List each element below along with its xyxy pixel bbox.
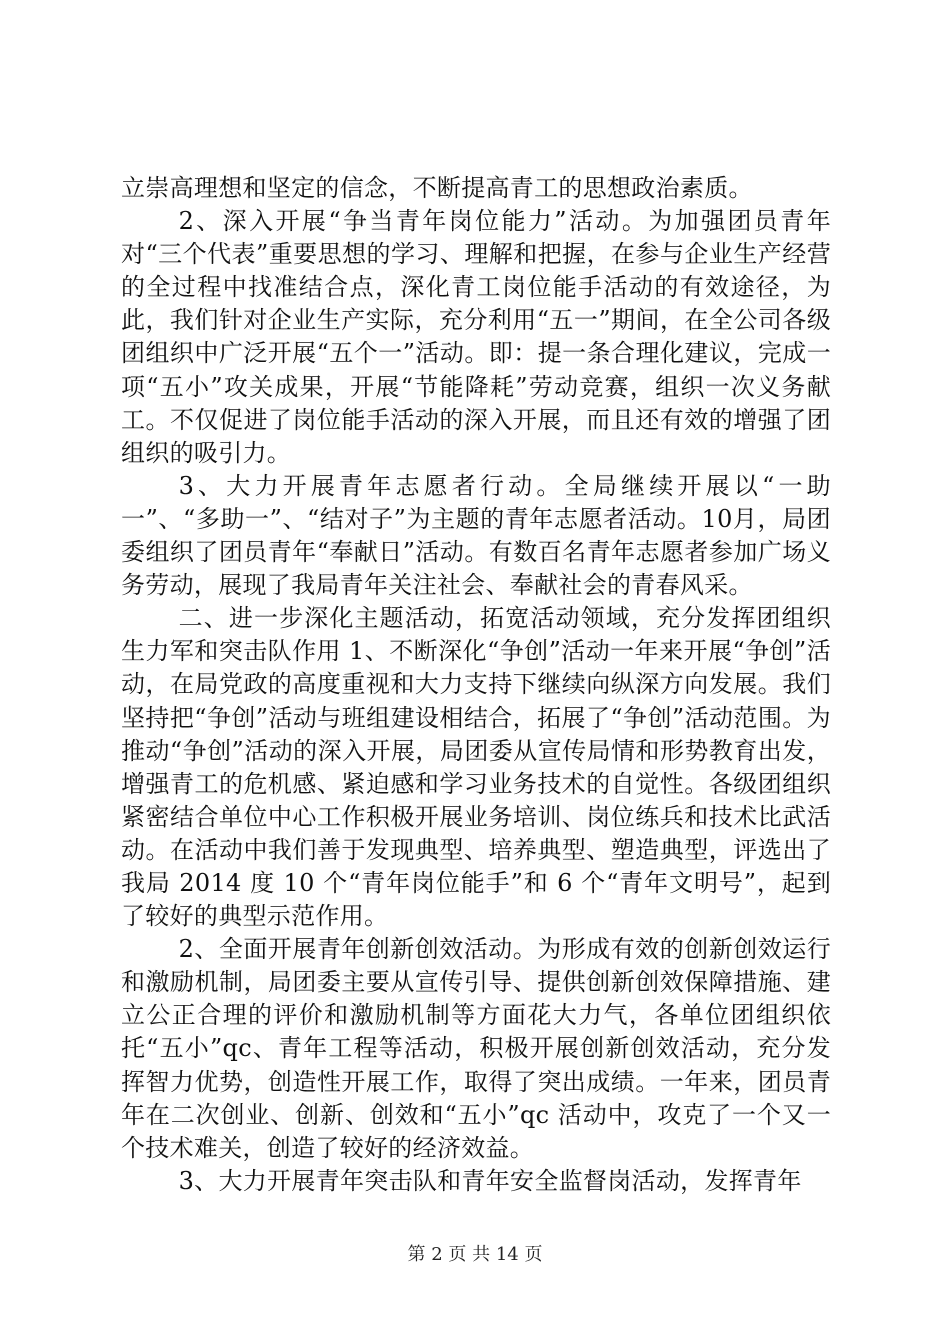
paragraph-volunteers: 3、大力开展青年志愿者行动。全局继续开展以“一助一”、“多助一”、“结对子”为主题的青年志愿者活动。10月，局团委组织了团员青年“奉献日”活动。有数百名青年志愿者参加广场义务劳动，展现了我局青年关注社会、奉献社会的青春风采。 — [121, 471, 831, 600]
document-body — [121, 172, 831, 1198]
paragraph-continuation: 立崇高理想和坚定的信念，不断提高青工的思想政治素质。 — [121, 174, 753, 202]
paragraph-job-skills: 2、深入开展“争当青年岗位能力”活动。为加强团员青年对“三个代表”重要思想的学习、理解和把握，在参与企业生产经营的全过程中找准结合点，深化青工岗位能手活动的有效途径，为此，我们针对企业生产实际，充分利用“五一”期间，在全公司各级团组织中广泛开展“五个一”活动。即：提一条合理化建议，完成一项“五小”攻关成果，开展“节能降耗”劳动竞赛，组织一次义务献工。不仅促进了岗位能手活动的深入开展，而且还有效的增强了团组织的吸引力。 — [121, 207, 831, 467]
paragraph-commando-safety: 3、大力开展青年突击队和青年安全监督岗活动，发挥青年 — [178, 1166, 802, 1195]
page-number-footer: 第 2 页 共 14 页 — [407, 1244, 543, 1265]
paragraph-innovation: 2、全面开展青年创新创效活动。为形成有效的创新创效运行和激励机制，局团委主要从宣传引导、提供创新创效保障措施、建立公正合理的评价和激励机制等方面花大力气，各单位团组织依托“五小”qc、青年工程等活动，积极开展创新创效活动，充分发挥智力优势，创造性开展工作，取得了突出成绩。一年来，团员青年在二次创业、创新、创效和“五小”qc 活动中，攻克了一个又一个技术难关，创造了较好的经济效益。 — [121, 935, 831, 1162]
paragraph-theme-activities: 二、进一步深化主题活动，拓宽活动领域，充分发挥团组织生力军和突击队作用 1、不断深化“争创”活动一年来开展“争创”活动，在局党政的高度重视和大力支持下继续向纵深方向发展。我们坚持把“争创”活动与班组建设相结合，拓展了“争创”活动范围。为推动“争创”活动的深入开展，局团委从宣传局情和形势教育出发，增强青工的危机感、紧迫感和学习业务技术的自觉性。各级团组织紧密结合单位中心工作积极开展业务培训、岗位练兵和技术比武活动。在活动中我们善于发现典型、培养典型、塑造典型，评选出了我局 2014 度 10 个“青年岗位能手”和 6 个“青年文明号”，起到了较好的典型示范作用。 — [121, 604, 831, 931]
